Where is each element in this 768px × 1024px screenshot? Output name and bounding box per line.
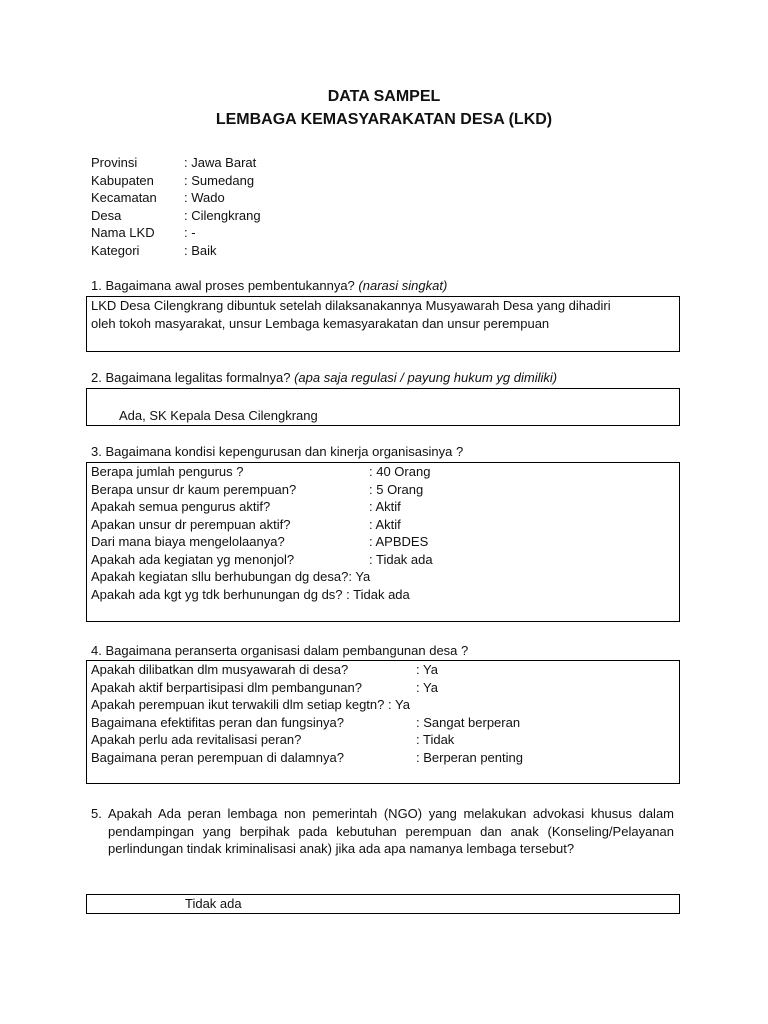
- q4-row-question: Apakah perlu ada revitalisasi peran?: [91, 732, 302, 747]
- q4-row-question: Bagaimana peran perempuan di dalamnya?: [91, 749, 344, 765]
- q4-row: [91, 714, 675, 732]
- q3-row-question: Dari mana biaya mengelolaanya?: [91, 534, 285, 549]
- identity-block: [91, 154, 261, 259]
- q4-row-question: Apakah aktif berpartisipasi dlm pembangunan?: [91, 679, 363, 695]
- q4-row-question: Apakah dilibatkan dlm musyawarah di desa?: [91, 662, 349, 677]
- q4-row: [91, 696, 675, 714]
- q3-row: [91, 586, 675, 604]
- q3-row-question: Apakan unsur dr perempuan aktif?: [91, 516, 291, 532]
- q3-row: [91, 516, 675, 534]
- q3-row: [91, 533, 675, 551]
- question-5: [91, 805, 674, 858]
- q3-row-answer: : Tidak ada: [369, 551, 433, 567]
- info-label: Kecamatan: [91, 190, 157, 205]
- answer-box-2: [86, 388, 680, 426]
- info-label: Provinsi: [91, 155, 138, 170]
- info-value: : Baik: [184, 242, 217, 258]
- q3-row-question: Apakah ada kegiatan yg menonjol?: [91, 551, 295, 567]
- q3-row-answer: : Tidak ada: [346, 586, 410, 602]
- q4-row-answer: : Ya: [416, 679, 438, 695]
- question-1: [91, 278, 447, 293]
- q3-row-answer: : Aktif: [369, 516, 401, 532]
- answer-box-4: [86, 660, 680, 784]
- info-label: Kabupaten: [91, 172, 154, 188]
- q3-row-question: Apakah kegiatan sllu berhubungan dg desa?: [91, 569, 349, 584]
- q4-row: [91, 731, 675, 749]
- q3-row: [91, 481, 675, 499]
- document-title: DATA SAMPEL: [327, 88, 441, 105]
- q4-row-answer: : Ya: [416, 662, 438, 677]
- q4-row-answer: : Tidak: [416, 732, 455, 747]
- q3-row: [91, 568, 675, 586]
- info-label: Nama LKD: [91, 225, 155, 240]
- q4-row: [91, 749, 675, 767]
- answer-1-line-1: LKD Desa Cilengkrang dibuntuk setelah dilaksanakannya Musyawarah Desa yang dihadiri: [91, 298, 611, 313]
- question-5-number: 5.: [91, 806, 102, 821]
- q3-row: [91, 463, 675, 481]
- question-2: [91, 370, 557, 385]
- question-1-note: (narasi singkat): [358, 278, 448, 293]
- q4-row: [91, 661, 675, 679]
- info-row-kategori: [91, 242, 261, 260]
- question-3: 3. Bagaimana kondisi kepengurusan dan kinerja organisasinya ?: [91, 444, 464, 459]
- info-row-desa: [91, 207, 261, 225]
- q3-row-question: Apakah semua pengurus aktif?: [91, 499, 271, 514]
- answer-2-text: Ada, SK Kepala Desa Cilengkrang: [119, 408, 318, 423]
- document-subtitle: LEMBAGA KEMASYARAKATAN DESA (LKD): [215, 111, 553, 128]
- answer-5-text: Tidak ada: [185, 896, 242, 911]
- q4-row-answer: : Ya: [388, 697, 410, 712]
- q3-row-answer: : Ya: [348, 569, 371, 584]
- q4-row-question: Apakah perempuan ikut terwakili dlm setiap kegtn?: [91, 697, 385, 712]
- question-1-text: 1. Bagaimana awal proses pembentukannya?: [91, 278, 355, 293]
- info-row-kabupaten: [91, 172, 261, 190]
- info-row-nama-lkd: [91, 224, 261, 242]
- info-value: : Cilengkrang: [184, 207, 261, 223]
- q3-row-answer: : Aktif: [369, 499, 401, 514]
- info-row-kecamatan: [91, 189, 261, 207]
- question-5-text: Apakah Ada peran lembaga non pemerintah (NGO) yang melakukan advokasi khusus dalam pendampingan yang berpihak pada kebutuhan perempuan dan anak (Konseling/Pelayanan perlindungan tindak kriminalisasi anak) jika ada apa namanya lembaga tersebut?: [108, 806, 674, 857]
- q3-row-question: Apakah ada kgt yg tdk berhunungan dg ds?: [91, 586, 343, 602]
- q3-row-question: Berapa jumlah pengurus ?: [91, 464, 244, 479]
- q3-row-question: Berapa unsur dr kaum perempuan?: [91, 481, 297, 497]
- info-value: : -: [184, 225, 196, 240]
- q3-row-answer: : 40 Orang: [369, 464, 431, 479]
- info-value: : Wado: [184, 190, 225, 205]
- question-2-text: 2. Bagaimana legalitas formalnya?: [91, 370, 291, 385]
- answer-box-3: [86, 462, 680, 622]
- answer-box-1: [86, 296, 680, 352]
- answer-box-5: [86, 894, 680, 914]
- q4-row-answer: : Berperan penting: [416, 749, 523, 765]
- q4-row-answer: : Sangat berperan: [416, 714, 521, 730]
- info-value: : Sumedang: [184, 172, 255, 188]
- q3-row: [91, 498, 675, 516]
- q3-row-answer: : 5 Orang: [369, 481, 424, 497]
- question-4: 4. Bagaimana peranserta organisasi dalam pembangunan desa ?: [91, 643, 469, 658]
- info-row-provinsi: [91, 154, 261, 172]
- answer-1-line-2: oleh tokoh masyarakat, unsur Lembaga kemasyarakatan dan unsur perempuan: [91, 315, 550, 331]
- q3-row: [91, 551, 675, 569]
- q4-row: [91, 679, 675, 697]
- q3-row-answer: : APBDES: [369, 534, 429, 549]
- q4-row-question: Bagaimana efektifitas peran dan fungsinya?: [91, 714, 344, 730]
- info-value: : Jawa Barat: [184, 155, 257, 170]
- info-label: Desa: [91, 207, 122, 223]
- question-2-note: (apa saja regulasi / payung hukum yg dimiliki): [294, 370, 558, 385]
- info-label: Kategori: [91, 242, 140, 258]
